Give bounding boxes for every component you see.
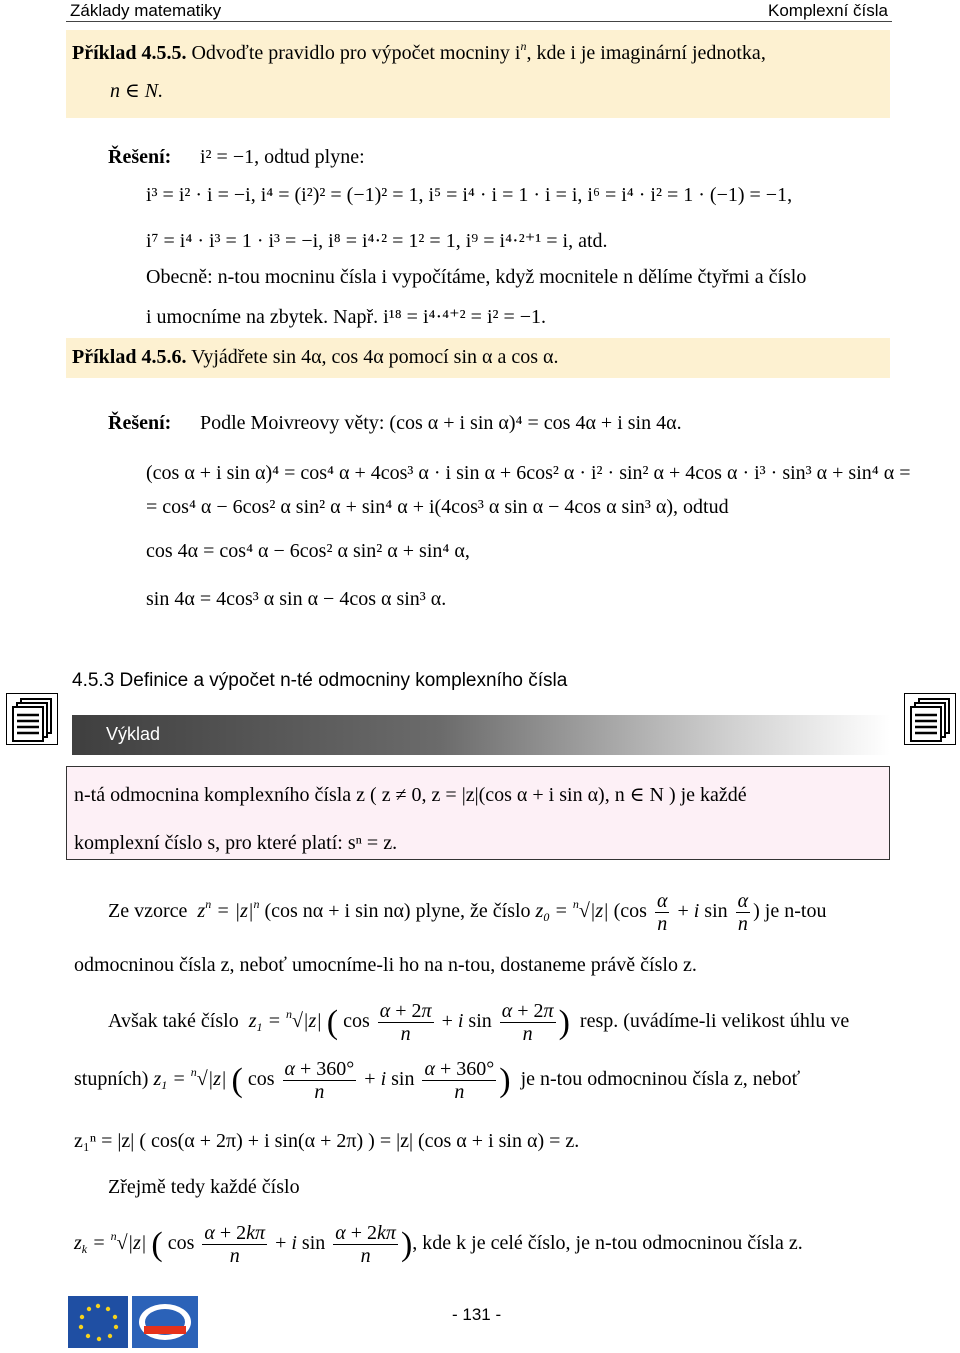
example2-line [72, 346, 559, 369]
solution1-general1: Obecně: n-tou mocninu čísla i vypočítáme, když mocnitele n dělíme čtyřmi a číslo [146, 266, 807, 288]
section-title: 4.5.3 Definice a výpočet n-té odmocniny komplexního čísla [72, 670, 568, 691]
example1-sup: n [520, 39, 527, 53]
body-p1c: je n-tou [764, 900, 827, 923]
solution1-row2: i⁷ = i⁴ · i³ = 1 · i³ = −i, i⁸ = i⁴·² = 1² = 1, i⁹ = i⁴·²⁺¹ = i, atd. [146, 230, 608, 252]
header-right: Komplexní čísla [768, 1, 888, 20]
solution2-label: Řešení: [108, 412, 172, 434]
example2-text: Vyjádřete sin 4α, cos 4α pomocí sin α a cos α. [191, 346, 559, 368]
formula-z1-deg: $z_1 = ^n√|z|$ [153, 1065, 227, 1093]
body-p3b: je n-tou odmocninou čísla z, neboť [520, 1068, 801, 1091]
solution2-l5: sin 4α = 4cos³ α sin α − 4cos α sin³ α. [146, 588, 447, 610]
document-stack-icon-right [904, 693, 956, 745]
body-p4: z₁ⁿ = |z| ( cos(α + 2π) + i sin(α + 2π) ) = |z| (cos α + i sin α) = z. [74, 1130, 580, 1152]
vyklad-bar [72, 715, 890, 755]
example1-text2: , kde i je imaginární jednotka, [526, 42, 766, 64]
formula-z0: $z_0 = ^n√|z|$ [535, 897, 609, 925]
document-stack-icon [6, 693, 58, 745]
solution1-label: Řešení: [108, 146, 172, 168]
solution2-l3: = cos⁴ α − 6cos² α sin² α + sin⁴ α + i(4cos³ α sin α − 4cos α sin³ α), odtud [146, 496, 729, 518]
solution1-first: i² = −1, odtud plyne: [200, 146, 365, 168]
solution2-l1: Podle Moivreovy věty: (cos α + i sin α)⁴ = cos 4α + i sin 4α. [200, 412, 682, 434]
definition-l1: n-tá odmocnina komplexního čísla z ( z ≠ 0, z = |z|(cos α + i sin α), n ∈ N ) je každé [74, 784, 747, 806]
body-p2a: Avšak také číslo [108, 1010, 239, 1033]
example1-title: Příklad 4.5.5. [72, 42, 187, 64]
formula-zk: $z_k = ^n√|z|$ [74, 1229, 147, 1257]
solution2-l4: cos 4α = cos⁴ α − 6cos² α sin² α + sin⁴ α, [146, 540, 470, 562]
body-p2b: resp. (uvádíme-li velikost úhlu ve [579, 1010, 850, 1033]
body-p1-line [108, 890, 826, 935]
body-p6b: , kde k je celé číslo, je n-tou odmocninou čísla z. [412, 1232, 803, 1255]
example1-line1 [72, 39, 766, 65]
body-p5: Zřejmě tedy každé číslo [108, 1176, 300, 1198]
body-p1d: odmocninou čísla z, neboť umocníme-li ho na n-tou, dostaneme právě číslo z. [74, 954, 697, 976]
header-left: Základy matematiky [70, 1, 222, 20]
body-p3a: stupních) [74, 1068, 149, 1091]
body-p2-line: Avšak také číslo $z_1 = ^n√|z|$ ( cos $\frac{\alpha + 2\pi}{n}$ + i sin $\frac{\alpha + 2\pi}{n}$ ) resp. (uvádíme-li velikost úhlu ve [108, 1000, 850, 1045]
body-p3-line: stupních) $z_1 = ^n√|z|$ ( cos $\frac{\alpha + 360^\circ}{n}$ + i sin $\frac{\alpha + 360^\circ}{n}$ ) je n-tou odmocninou čísla z, neboť [74, 1058, 801, 1103]
formula-z1-rad: $z_1 = ^n√|z|$ [243, 1007, 322, 1035]
page-number: - 131 - [452, 1305, 502, 1324]
example1-text: Odvoďte pravidlo pro výpočet mocniny i [191, 42, 521, 64]
body-p6-line: $z_k = ^n√|z|$ ( cos $\frac{\alpha + 2k\pi}{n}$ + i sin $\frac{\alpha + 2k\pi}{n}$ ), kde k je celé číslo, je n-tou odmocninou čísla z. [74, 1222, 803, 1267]
example2-title: Příklad 4.5.6. [72, 346, 187, 368]
solution2-l2: (cos α + i sin α)⁴ = cos⁴ α + 4cos³ α · i sin α + 6cos² α · i² · sin² α + 4cos α · i³ · sin³ α + sin⁴ α = [146, 462, 911, 484]
body-p1b: (cos nα + i sin nα) plyne, že číslo [264, 900, 531, 923]
vyklad-label: Výklad [106, 724, 161, 744]
body-p1a: Ze vzorce [108, 900, 188, 923]
esf-eu-logo [68, 1296, 198, 1348]
header-rule [66, 21, 892, 22]
formula-z0-angle: (cos $\frac{\alpha}{n}$ + i sin $\frac{\alpha}{n}$ ) [613, 890, 760, 935]
example1-line2: n ∈ N. [110, 80, 164, 102]
solution1-general2: i umocníme na zbytek. Např. i¹⁸ = i⁴·⁴⁺² = i² = −1. [146, 306, 547, 328]
solution1-row1: i³ = i² · i = −i, i⁴ = (i²)² = (−1)² = 1, i⁵ = i⁴ · i = 1 · i = i, i⁶ = i⁴ · i² = 1 · (−1) = −1, [146, 184, 793, 206]
definition-l2: komplexní číslo s, pro které platí: sⁿ = z. [74, 832, 398, 854]
formula-zn: $z^n = |z|^n$ [192, 897, 260, 923]
